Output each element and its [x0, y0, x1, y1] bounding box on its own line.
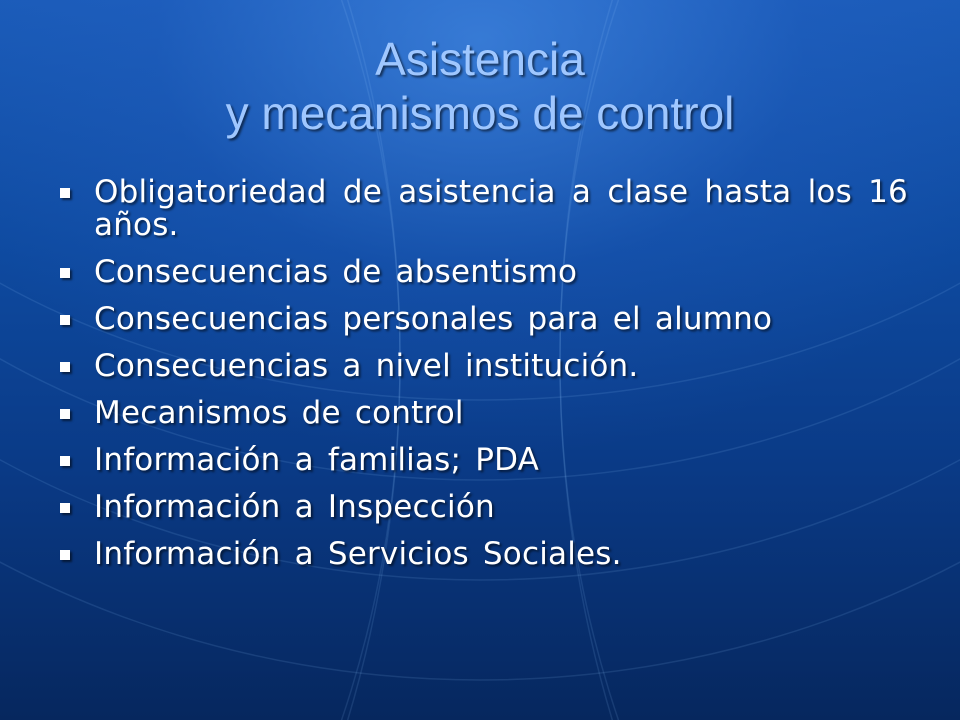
- square-bullet-icon: [60, 456, 70, 466]
- bullet-text: Información a Servicios Sociales.: [94, 536, 622, 572]
- square-bullet-icon: [60, 503, 70, 513]
- square-bullet-icon: [60, 550, 70, 560]
- slide-title-line-1: Asistencia: [375, 33, 585, 85]
- bullet-text: Consecuencias de absentismo: [94, 254, 578, 290]
- bullet-text: Mecanismos de control: [94, 395, 464, 431]
- square-bullet-icon: [60, 268, 70, 278]
- bullet-item: [58, 303, 908, 336]
- bullet-item: [58, 491, 908, 524]
- slide-title: [60, 32, 900, 140]
- bullet-item: [58, 256, 908, 289]
- bullet-item: [58, 538, 908, 571]
- bullet-list: [58, 176, 908, 585]
- bullet-item: [58, 176, 908, 242]
- bullet-text: Consecuencias personales para el alumno: [94, 301, 773, 337]
- bullet-item: [58, 350, 908, 383]
- bullet-item: [58, 444, 908, 477]
- square-bullet-icon: [60, 188, 70, 198]
- slide-title-line-2: y mecanismos de control: [225, 87, 735, 139]
- bullet-item: [58, 397, 908, 430]
- bullet-text: Consecuencias a nivel institución.: [94, 348, 639, 384]
- square-bullet-icon: [60, 315, 70, 325]
- square-bullet-icon: [60, 362, 70, 372]
- bullet-text: Información a familias; PDA: [94, 442, 540, 478]
- bullet-text: Información a Inspección: [94, 489, 495, 525]
- square-bullet-icon: [60, 409, 70, 419]
- bullet-text: Obligatoriedad de asistencia a clase hasta los 16 años.: [94, 174, 908, 243]
